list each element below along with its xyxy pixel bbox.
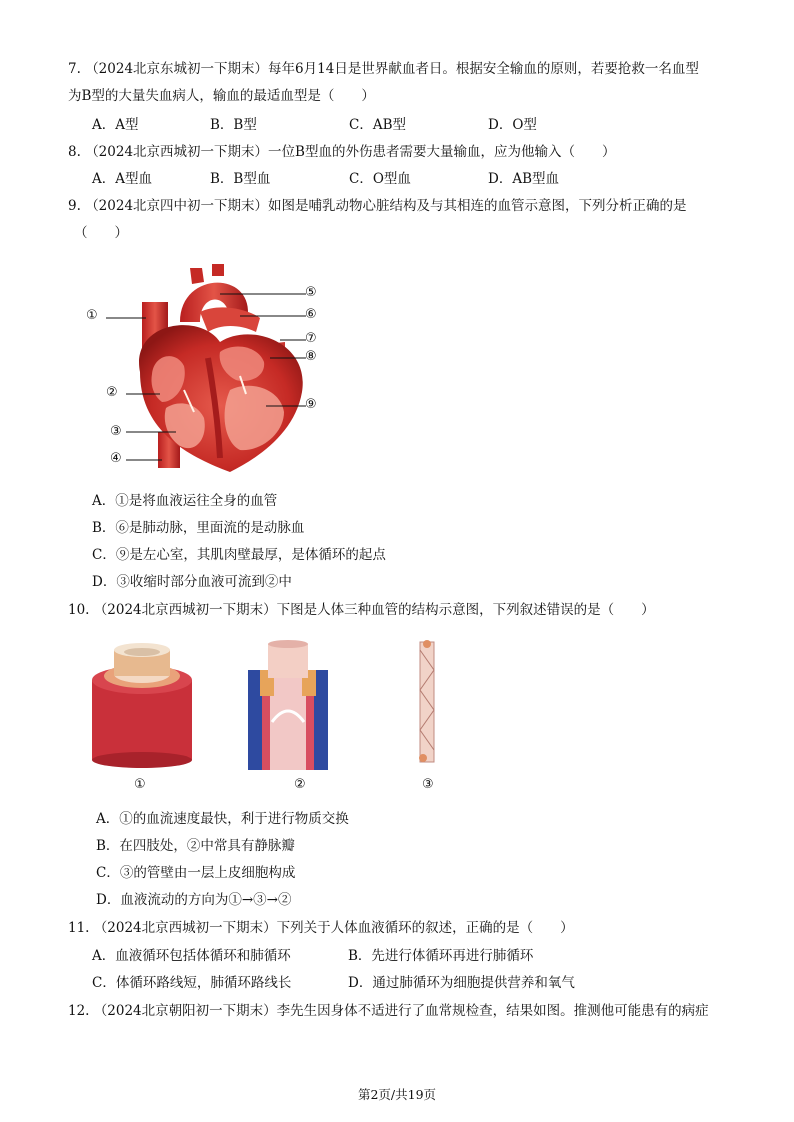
artery-figure (92, 643, 192, 768)
q8-option-a[interactable]: A．A型血 (92, 171, 152, 187)
vessel-label-1: ① (134, 777, 146, 792)
question-10 (68, 597, 728, 624)
question-number: 12. (68, 1003, 90, 1019)
question-number: 10. (68, 602, 90, 618)
question-number: 7. (68, 61, 81, 77)
question-7-stem-cont: 为B型的大量失血病人，输血的最适血型是（ ） (68, 88, 375, 104)
q7-option-a[interactable]: A．A型 (92, 117, 139, 133)
q9-option-c[interactable]: C．⑨是左心室，其肌肉壁最厚，是体循环的起点 (92, 547, 386, 563)
q9-option-a[interactable]: A．①是将血液运往全身的血管 (92, 493, 278, 509)
heart-label-3: ③ (110, 424, 122, 439)
q10-option-c[interactable]: C．③的管壁由一层上皮细胞构成 (96, 865, 296, 881)
heart-label-4: ④ (110, 451, 122, 466)
question-source: （2024北京西城初一下期末） (93, 602, 277, 618)
q7-option-b[interactable]: B．B型 (210, 117, 257, 133)
question-source: （2024北京西城初一下期末） (85, 144, 269, 160)
question-8 (68, 139, 728, 166)
question-11 (68, 915, 728, 942)
question-stem: 如图是哺乳动物心脏结构及与其相连的血管示意图，下列分析正确的是 (268, 198, 687, 214)
question-source: （2024北京四中初一下期末） (85, 198, 269, 214)
question-source: （2024北京朝阳初一下期末） (93, 1003, 277, 1019)
q11-option-b[interactable]: B．先进行体循环再进行肺循环 (348, 948, 534, 964)
blood-vessels-diagram (90, 640, 450, 770)
question-12 (68, 998, 728, 1025)
heart-label-8: ⑧ (305, 349, 317, 364)
q10-option-d[interactable]: D．血液流动的方向为①→③→② (96, 892, 292, 908)
question-stem: 下列关于人体血液循环的叙述，正确的是（ ） (276, 920, 574, 936)
heart-label-6: ⑥ (305, 307, 317, 322)
question-number: 9. (68, 198, 81, 214)
question-stem: 一位B型血的外伤患者需要大量输血，应为他输入（ ） (268, 144, 616, 160)
q11-option-c[interactable]: C．体循环路线短，肺循环路线长 (92, 975, 292, 991)
q10-option-b[interactable]: B．在四肢处，②中常具有静脉瓣 (96, 838, 295, 854)
heart-label-1: ① (86, 308, 98, 323)
q7-option-c[interactable]: C．AB型 (349, 117, 406, 133)
q9-option-b[interactable]: B．⑥是肺动脉，里面流的是动脉血 (92, 520, 305, 536)
q11-option-a[interactable]: A．血液循环包括体循环和肺循环 (92, 948, 291, 964)
capillary-figure (419, 640, 434, 762)
q9-option-d[interactable]: D．③收缩时部分血液可流到②中 (92, 574, 292, 590)
heart-diagram (80, 262, 340, 474)
q11-option-d[interactable]: D．通过肺循环为细胞提供营养和氧气 (348, 975, 575, 991)
q8-option-b[interactable]: B．B型血 (210, 171, 271, 187)
question-source: （2024北京西城初一下期末） (93, 920, 277, 936)
page-footer: 第2页/共19页 (357, 1087, 437, 1102)
question-number: 11. (68, 920, 90, 936)
question-7 (68, 56, 728, 83)
aorta-branch-1 (190, 268, 204, 284)
question-stem: 下图是人体三种血管的结构示意图，下列叙述错误的是（ ） (276, 602, 655, 618)
vein-figure (248, 640, 328, 770)
question-stem: 每年6月14日是世界献血者日。根据安全输血的原则，若要抢救一名血型 (268, 61, 699, 77)
question-stem: 李先生因身体不适进行了血常规检查，结果如图。推测他可能患有的病症 (276, 1003, 709, 1019)
vessel-label-3: ③ (422, 777, 434, 792)
q8-option-c[interactable]: C．O型血 (349, 171, 411, 187)
heart-label-2: ② (106, 385, 118, 400)
heart-label-7: ⑦ (305, 331, 317, 346)
question-number: 8. (68, 144, 81, 160)
q7-option-d[interactable]: D．O型 (488, 117, 537, 133)
q8-option-d[interactable]: D．AB型血 (488, 171, 559, 187)
aorta-branch-2 (212, 264, 224, 276)
pulmonary-artery (200, 307, 260, 332)
heart-label-9: ⑨ (305, 397, 317, 412)
question-9 (68, 193, 728, 220)
q10-option-a[interactable]: A．①的血流速度最快，利于进行物质交换 (96, 811, 349, 827)
heart-label-5: ⑤ (305, 285, 317, 300)
question-source: （2024北京东城初一下期末） (85, 61, 269, 77)
vessel-label-2: ② (294, 777, 306, 792)
question-9-stem-cont: （ ） (74, 225, 128, 241)
